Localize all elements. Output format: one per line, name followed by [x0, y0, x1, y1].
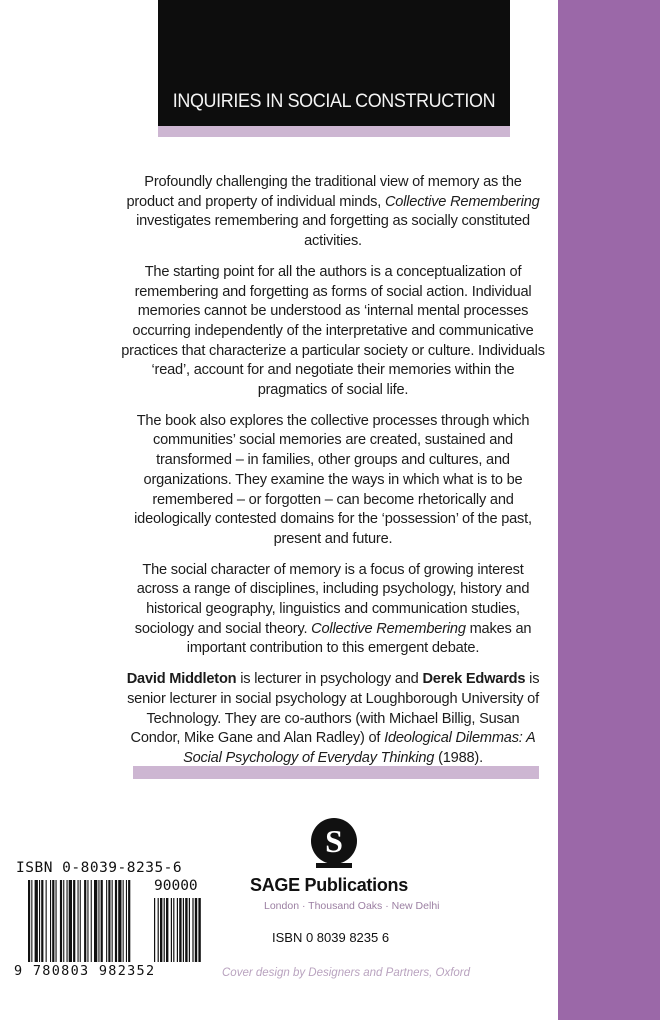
barcode-stripe: [78, 880, 79, 962]
barcode-stripe: [28, 880, 30, 962]
barcode-stripe: [80, 880, 81, 962]
barcode-stripe: [60, 880, 62, 962]
barcode-stripe: [63, 880, 64, 962]
barcode-stripe: [91, 880, 92, 962]
barcode-addon-stripe: [179, 898, 181, 962]
blurb-text: [120, 173, 546, 780]
barcode-stripe: [101, 880, 103, 962]
barcode-addon-stripe: [154, 898, 155, 962]
book-title-mention: Collective Remembering: [311, 620, 466, 637]
barcode-addon-stripe: [177, 898, 178, 962]
barcode-addon-stripe: [183, 898, 184, 962]
publisher-name: SAGE Publications: [250, 875, 408, 895]
series-underline: [158, 126, 510, 137]
author-name-1: David Middleton: [126, 671, 237, 688]
publisher-places: London · Thousand Oaks · New Delhi: [264, 900, 440, 912]
barcode-addon-stripe: [185, 898, 187, 962]
barcode-stripe: [98, 880, 99, 962]
blurb-paragraph-3: The book also explores the collective processes through which communities’ social memories are created, sustained and transformed – in families, other groups and cultures, and organizations. They examine the ways in which what is to be remembered – or forgotten – can become rhetorically and ideologically contested domains for the ‘possession’ of the past, present and future.: [134, 412, 532, 547]
barcode-addon-stripe: [158, 898, 159, 962]
related-book-title: Ideological Dilemmas: A Social Psychology of Everyday Thinking: [183, 730, 536, 766]
author-bio: [120, 670, 546, 769]
barcode-stripe: [35, 880, 38, 962]
blurb-p4-text-b: makes an important contribution to this emergent debate.: [186, 620, 532, 657]
barcode-addon-stripe: [195, 898, 197, 962]
barcode-stripe: [46, 880, 47, 962]
barcode-stripe: [87, 880, 88, 962]
barcode-stripe: [39, 880, 40, 962]
barcode-stripe: [31, 880, 32, 962]
barcode-stripe: [73, 880, 75, 962]
book-title-mention: Collective Remembering: [384, 193, 540, 210]
barcode-stripe: [67, 880, 68, 962]
series-banner: [158, 0, 510, 126]
author-name-2: Derek Edwards: [422, 671, 526, 688]
divider-rule: [133, 766, 539, 779]
barcode-stripe: [94, 880, 97, 962]
barcode-stripe: [128, 880, 130, 962]
barcode-stripe: [108, 880, 110, 962]
barcode-addon-stripe: [166, 898, 168, 962]
barcode-digits: 9 780803 982352: [14, 963, 156, 979]
barcode-addon-stripe: [198, 898, 200, 962]
sage-logo-icon: [308, 815, 360, 873]
barcode-stripe: [56, 880, 57, 962]
barcode-addon-stripe: [173, 898, 174, 962]
blurb-paragraph-1: [120, 173, 546, 252]
bio-text-a: is lecturer in psychology and: [236, 671, 423, 688]
publisher-isbn: ISBN 0 8039 8235 6: [272, 930, 390, 945]
barcode-stripe: [115, 880, 117, 962]
blurb-paragraph-4: [120, 561, 546, 660]
barcode-addon-stripe: [189, 898, 190, 962]
cover-design-credit: Cover design by Designers and Partners, Oxford: [222, 967, 471, 979]
barcode-addon-stripe: [192, 898, 193, 962]
barcode-addon-stripe: [160, 898, 162, 962]
barcode-stripe: [69, 880, 72, 962]
barcode-stripe: [126, 880, 127, 962]
barcode-stripe: [106, 880, 107, 962]
barcode-addon-stripe: [171, 898, 172, 962]
barcode-stripe: [41, 880, 43, 962]
barcode-stripe: [123, 880, 124, 962]
barcode-stripe: [118, 880, 121, 962]
barcode-stripe: [52, 880, 54, 962]
barcode-isbn-text: ISBN 0-8039-8235-6: [16, 860, 183, 876]
blurb-paragraph-2: The starting point for all the authors is a conceptualization of remembering and forgetting as forms of social action. Individual memories cannot be understood as ‘internal mental processes occurring independently of the interpretative and communicative practices that characterize a particular society or culture. Individuals ‘read’, account for and negotiate their memories within the pragmatics of social life.: [121, 263, 545, 399]
bio-text-c: (1988).: [434, 749, 483, 766]
barcode-stripe: [84, 880, 86, 962]
barcode-addon-number: 90000: [154, 878, 198, 894]
blurb-p1-text-a: Profoundly challenging the traditional view of memory as the product and property of individual minds,: [126, 174, 522, 210]
barcode-addon-stripe: [164, 898, 165, 962]
purple-spine-bar: [558, 0, 660, 1020]
barcode-stripe: [112, 880, 113, 962]
barcode-stripe: [50, 880, 51, 962]
blurb-p1-text-b: investigates remembering and forgetting as socially constituted activities.: [136, 213, 530, 250]
series-title: INQUIRIES IN SOCIAL CONSTRUCTION: [172, 90, 496, 112]
bio-text-b: is senior lecturer in social psychology at Loughborough University of Technology. They are co-authors (with Michael Billig, Susan Condor, Mike Gane and Alan Radley) of: [127, 671, 540, 747]
blurb-p4-text-a: The social character of memory is a focus of growing interest across a range of disciplines, including psychology, history and historical geography, linguistics and communication studies, sociology and social theory.: [134, 561, 530, 637]
svg-text:S: S: [325, 823, 343, 859]
